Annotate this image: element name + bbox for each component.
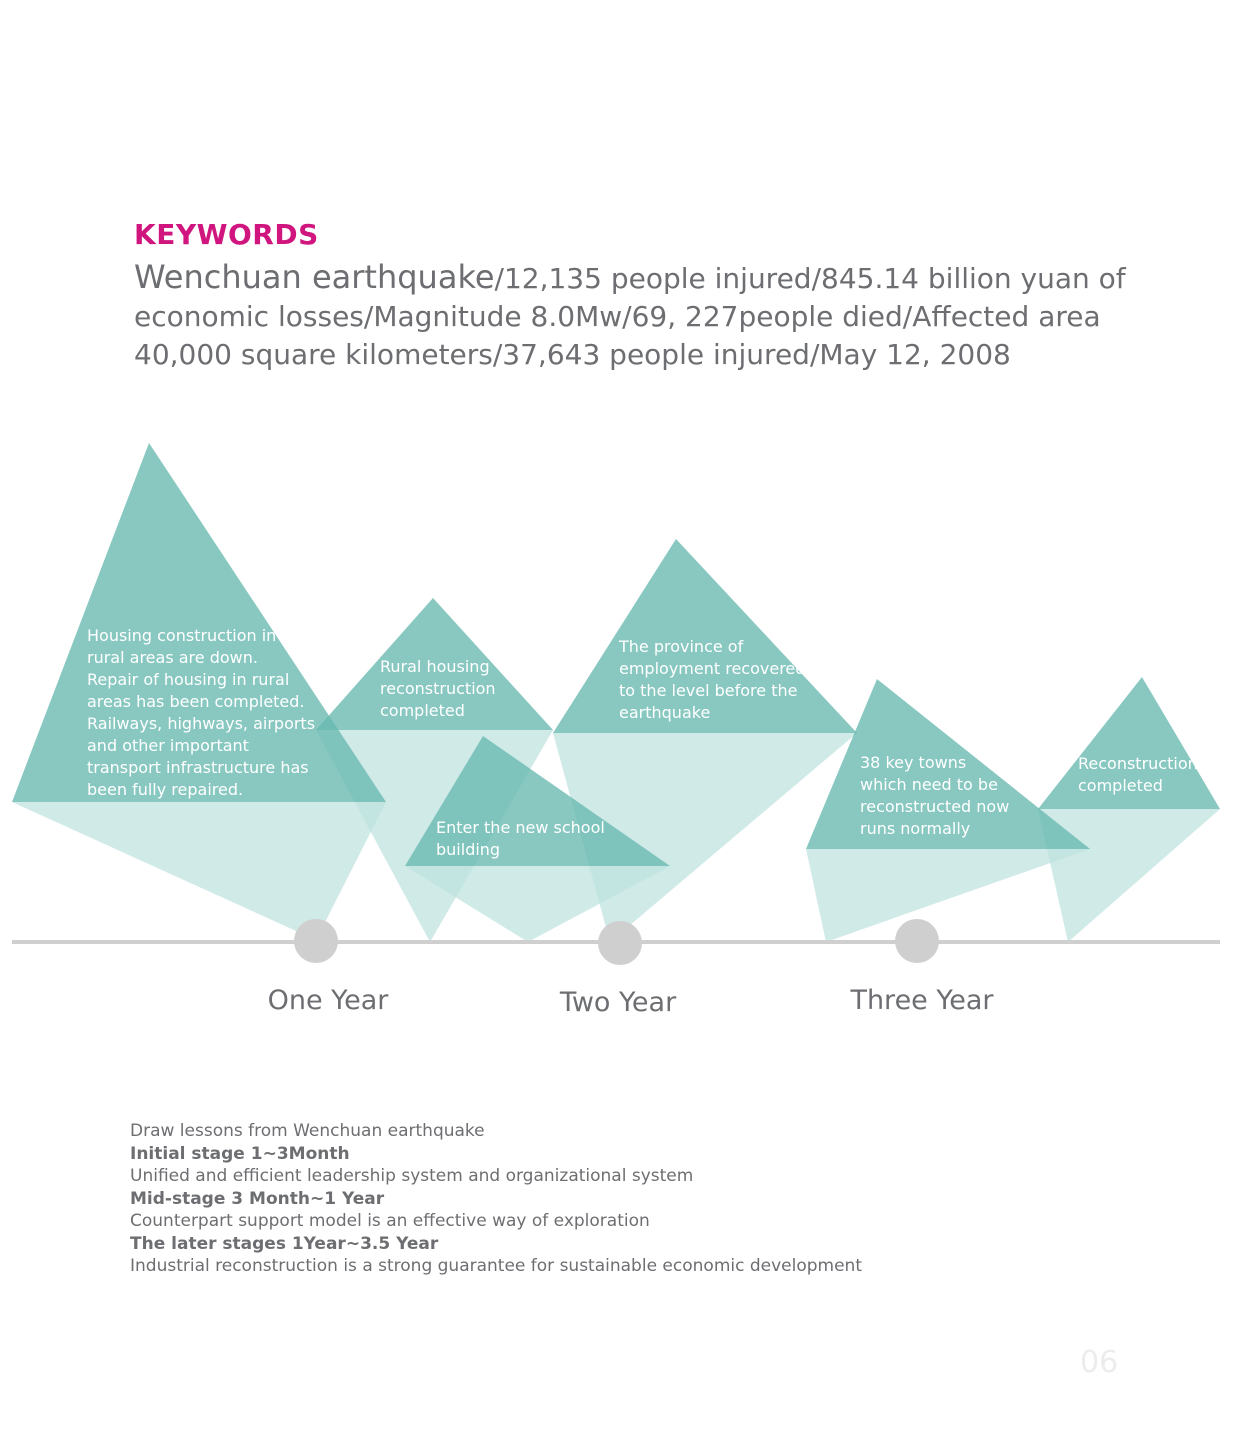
stage-title-initial: Initial stage 1~3Month xyxy=(130,1143,350,1164)
event-6-text: Reconstruction completed xyxy=(1078,754,1198,795)
keywords-heading: KEYWORDS xyxy=(134,218,319,251)
keywords-line-1-rest: /12,135 people injured/845.14 billion yuan of xyxy=(494,262,1126,295)
year-marker-one xyxy=(294,919,338,963)
keywords-lead: Wenchuan earthquake xyxy=(134,258,495,296)
stage-title-later: The later stages 1Year~3.5 Year xyxy=(130,1233,439,1254)
year-label-three: Three Year xyxy=(850,985,994,1016)
keywords-line-2: economic losses/Magnitude 8.0Mw/69, 227people died/Affected area xyxy=(134,300,1101,333)
event-6-lower-triangle xyxy=(1038,809,1220,942)
lessons-intro: Draw lessons from Wenchuan earthquake xyxy=(130,1121,485,1141)
keywords-line-3: 40,000 square kilometers/37,643 people injured/May 12, 2008 xyxy=(134,338,1011,371)
year-label-one: One Year xyxy=(267,985,389,1016)
event-4-text: The province of employment recovered to the level before the earthquake xyxy=(619,637,806,722)
year-marker-three xyxy=(895,919,939,963)
stage-title-mid: Mid-stage 3 Month~1 Year xyxy=(130,1188,385,1209)
stage-text-later: Industrial reconstruction is a strong guarantee for sustainable economic development xyxy=(130,1256,862,1276)
year-marker-two xyxy=(598,921,642,965)
page-number: 06 xyxy=(1080,1345,1119,1380)
event-5-lower-triangle xyxy=(806,849,1090,942)
event-1-text: Housing construction in rural areas are down. Repair of housing in rural areas has been completed. Railways, highways, airports and other important transport infrastructure has been fully repaired. xyxy=(87,626,316,799)
year-label-two: Two Year xyxy=(559,987,677,1018)
stage-text-initial: Unified and efficient leadership system and organizational system xyxy=(130,1166,694,1186)
stage-text-mid: Counterpart support model is an effective way of exploration xyxy=(130,1211,650,1231)
lessons-block xyxy=(130,1120,862,1278)
event-1-lower-triangle xyxy=(12,802,386,940)
event-5-text: 38 key towns which need to be reconstructed now runs normally xyxy=(860,753,1010,838)
event-3-text: Enter the new school building xyxy=(436,818,605,859)
event-2-text: Rural housing reconstruction completed xyxy=(380,657,496,720)
